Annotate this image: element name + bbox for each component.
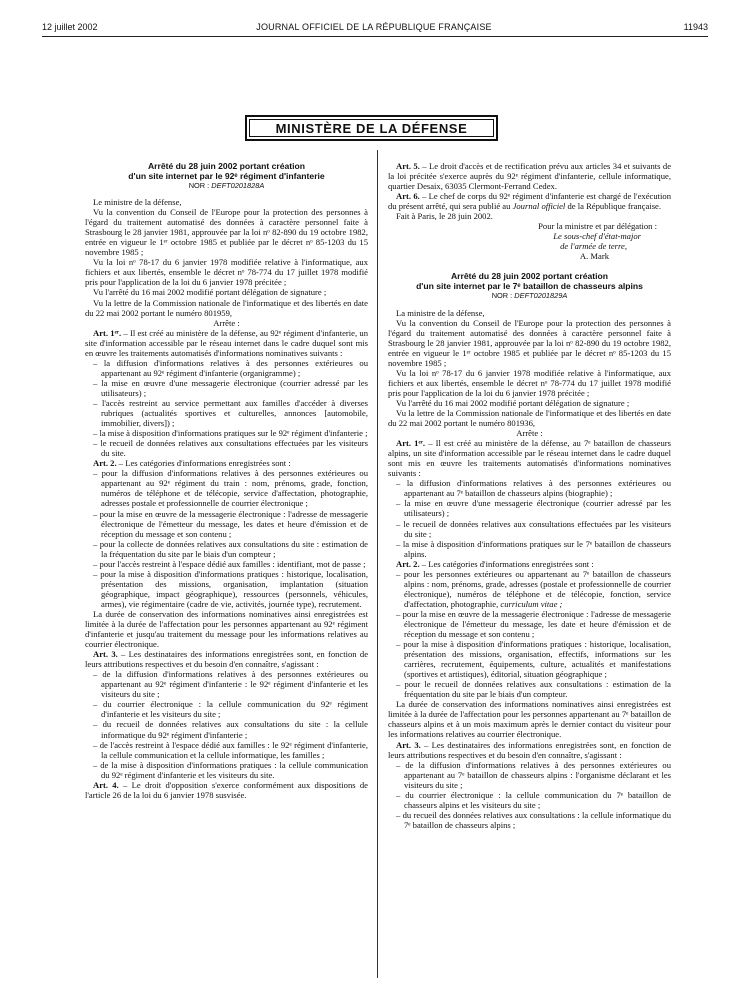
ministry-banner bbox=[245, 115, 498, 141]
header-page-number: 11943 bbox=[683, 22, 708, 32]
decree-title-line2: d'un site internet par le 92ᵉ régiment d'infanterie bbox=[128, 171, 325, 181]
paragraph: Vu la convention du Conseil de l'Europe pour la protection des personnes à l'égard du traitement automatisé des données à caractère personnel faite à Strasbourg le 28 janvier 1981, approuvée par la loi nᵒ 82-890 du 19 octobre 1982, entrée en vigueur le 1ᵉʳ octobre 1985 et publiée par le décret nᵒ 85-1203 du 15 novembre 1985 ; bbox=[85, 207, 368, 258]
list-item: – du recueil de données relatives aux consultations du site : la cellule informatique du 92ᵉ régiment d'infanterie ; bbox=[93, 719, 368, 740]
list-item: – de la diffusion d'informations relatives à des personnes extérieures ou appartenant au 7ᵉ bataillon de chasseurs alpins : l'organisme déclarant et les visiteurs du site ; bbox=[396, 759, 671, 790]
list-item: – de l'accès restreint à l'espace dédié aux familles : le 92ᵉ régiment d'infanterie, la cellule communication et la cellule informatique, les familles ; bbox=[93, 739, 368, 760]
list-item: – du recueil des données relatives aux consultations : la cellule informatique du 7ᵉ bataillon de chasseurs alpins ; bbox=[396, 809, 671, 830]
article-1 bbox=[388, 438, 671, 478]
header-journal-title: JOURNAL OFFICIEL DE LA RÉPUBLIQUE FRANÇAISE bbox=[256, 22, 492, 32]
arrete-label: Arrête : bbox=[213, 317, 240, 328]
list-item: – pour la mise à disposition d'informations pratiques : historique, localisation, présentation des missions, organisation, effectifs, informations sur les carrières, recrutement, équipements, culture, actualités et manifestations (sportives et artistiques), éditorial, situation géographique ; bbox=[396, 639, 671, 680]
list-item: – pour la collecte de données relatives aux consultations du site : estimation de la fréquentation du site par le biais d'un compteur ; bbox=[93, 538, 368, 559]
signatory-name: A. Mark bbox=[579, 251, 609, 262]
article-text: – Les destinataires des informations enregistrées sont, en fonction de leurs attributions respectives et du besoin d'en connaître, s'agissant : bbox=[388, 739, 672, 760]
fait-a-paris: Fait à Paris, le 28 juin 2002. bbox=[396, 211, 493, 222]
list-item bbox=[388, 569, 671, 609]
section-spacer bbox=[388, 261, 671, 271]
list-item: – la diffusion d'informations relatives à des personnes extérieures ou appartenant au 92ᵉ régiment d'infanterie (organigramme) ; bbox=[93, 357, 368, 378]
ministry-banner-text: MINISTÈRE DE LA DÉFENSE bbox=[249, 119, 494, 137]
article-text: – Le droit d'opposition s'exerce conformément aux dispositions de l'article 26 de la loi du 6 janvier 1978 susvisée. bbox=[85, 779, 369, 800]
journal-name: Journal officiel bbox=[512, 201, 566, 212]
list-item: – pour la mise en œuvre de la messagerie électronique : l'adresse de messagerie électronique de l'émetteur du message, les dates et heure d'émission et de réception du message et son contenu ; bbox=[93, 508, 368, 539]
list-item: – la mise en œuvre d'une messagerie électronique (courrier adressé par les utilisateurs) ; bbox=[93, 377, 368, 398]
article-6 bbox=[388, 191, 671, 211]
article-label: Art. 2. bbox=[93, 458, 117, 469]
paragraph: Vu la convention du Conseil de l'Europe pour la protection des personnes à l'égard du traitement automatisé des données à caractère personnel faite à Strasbourg le 28 janvier 1981, approuvée par la loi nᵒ 82-890 du 19 octobre 1982, entrée en vigueur le 1ᵉʳ octobre 1985 et publiée par le décret nᵒ 85-1203 du 15 novembre 1985 ; bbox=[388, 317, 671, 368]
nor-code: DEFT0201829A bbox=[514, 291, 568, 301]
list-item: – pour la diffusion d'informations relatives à des personnes extérieures ou appartenant au 92ᵉ régiment du train : nom, prénoms, grade, fonction, numéros de téléphone et de télécopie, service d'affectation, photographie, adresses postale et professionnelle de courrier électronique ; bbox=[93, 468, 368, 509]
article-label: Art. 3. bbox=[93, 649, 118, 660]
article-label: Art. 6. bbox=[396, 191, 420, 202]
decree-title-line1: Arrêté du 28 juin 2002 portant création bbox=[147, 161, 306, 171]
article-1 bbox=[85, 328, 368, 358]
paragraph: Vu la lettre de la Commission nationale de l'informatique et des libertés en date du 22 mai 2002 portant le numéro 801936, bbox=[388, 407, 671, 429]
article-text: – Les catégories d'informations enregistrées sont : bbox=[116, 458, 291, 469]
article-text: – Les catégories d'informations enregistrées sont : bbox=[419, 558, 594, 569]
column-divider bbox=[377, 150, 378, 978]
list-item: – l'accès restreint au service permettant aux familles d'accéder à diverses rubriques (actualités sportives et culturelles, annonces [automobile, immobilier, divers]) ; bbox=[93, 397, 368, 429]
list-item: – la mise en œuvre d'une messagerie électronique (courrier adressé par les utilisateurs) ; bbox=[396, 498, 671, 519]
article-label: Art. 5. bbox=[396, 161, 420, 171]
article-text: – Il est créé au ministère de la défense, au 7ᵉ bataillon de chasseurs alpins, un site d'information accessible par le réseau internet dans le cadre duquel sont mis en œuvre les traitements automatisés d'informations nominatives suivants : bbox=[388, 438, 671, 479]
header-rule bbox=[42, 36, 708, 37]
article-3 bbox=[85, 649, 368, 669]
paragraph: Vu la lettre de la Commission nationale de l'informatique et des libertés en date du 22 mai 2002 portant le numéro 801959, bbox=[85, 297, 368, 318]
paragraph: La durée de conservation des informations nominatives ainsi enregistrées est limitée à la durée de l'affectation pour les personnes appartenant au 92ᵉ régiment d'infanterie et jusqu'au traitement du message pour les informations relatives au courrier électronique. bbox=[85, 608, 368, 650]
signature-line: de l'armée de terre, bbox=[560, 241, 627, 252]
left-column bbox=[85, 161, 368, 800]
arrete-label: Arrête : bbox=[516, 428, 543, 439]
list-item: – pour le recueil de données relatives aux consultations : estimation de la fréquentation du site par le biais d'un compteur. bbox=[396, 679, 671, 700]
paragraph: Le ministre de la défense, bbox=[93, 197, 182, 208]
article-2 bbox=[388, 559, 671, 569]
list-item: – de la diffusion d'informations relatives à des personnes extérieures ou appartenant au 92ᵉ régiment d'infanterie : le 92ᵉ régiment d'infanterie et les visiteurs du site ; bbox=[93, 669, 368, 700]
right-column bbox=[388, 161, 671, 830]
list-item: – du courrier électronique : la cellule communication du 92ᵉ régiment d'infanterie et les visiteurs du site ; bbox=[93, 699, 368, 720]
article-label: Art. 4. bbox=[93, 779, 119, 790]
decree-title-line2: d'un site internet par le 7ᵉ bataillon de chasseurs alpins bbox=[416, 281, 643, 292]
article-label: Art. 1ᵉʳ. bbox=[396, 438, 426, 449]
list-item: – la mise à disposition d'informations pratiques sur le 92ᵉ régiment d'infanterie ; bbox=[93, 428, 368, 439]
header-date: 12 juillet 2002 bbox=[42, 22, 98, 32]
article-5 bbox=[388, 161, 671, 191]
paragraph: La ministre de la défense, bbox=[396, 307, 485, 318]
signature-line: Pour la ministre et par délégation : bbox=[538, 221, 657, 232]
nor-label: NOR : bbox=[188, 181, 212, 190]
list-item: – du courrier électronique : la cellule communication du 7ᵉ bataillon de chasseurs alpins et les visiteurs du site ; bbox=[396, 789, 671, 810]
list-item: – le recueil de données relatives aux consultations effectuées par les visiteurs du site ; bbox=[396, 518, 671, 539]
nor-label: NOR : bbox=[491, 291, 515, 301]
article-text: – Les destinataires des informations enregistrées sont, en fonction de leurs attributions respectives et du besoin d'en connaître, s'agissant : bbox=[85, 649, 369, 670]
list-item-italic: curriculum vitae ; bbox=[500, 598, 563, 609]
article-3 bbox=[388, 740, 671, 760]
article-label: Art. 1ᵉʳ. bbox=[93, 327, 122, 338]
paragraph: Vu l'arrêté du 16 mai 2002 modifié portant délégation de signature ; bbox=[93, 287, 327, 298]
decree-title-line1: Arrêté du 28 juin 2002 portant création bbox=[450, 271, 609, 282]
list-item: – de la mise à disposition d'informations pratiques : la cellule communication du 92ᵉ régiment d'infanterie et les visiteurs du site. bbox=[93, 759, 368, 780]
article-4 bbox=[85, 780, 368, 800]
article-label: Art. 3. bbox=[396, 739, 421, 750]
article-2 bbox=[85, 458, 368, 468]
nor-code: DEFT0201828A bbox=[211, 181, 265, 190]
list-item: – pour la mise en œuvre de la messagerie électronique : l'adresse de messagerie électronique de l'émetteur du message, les date et heure d'émission et de réception du message et son contenu ; bbox=[396, 608, 671, 640]
paragraph: Vu la loi nᵒ 78-17 du 6 janvier 1978 modifiée relative à l'informatique, aux fichiers et aux libertés, ensemble le décret nᵒ 78-774 du 17 juillet 1978 modifié pris pour l'application de la loi du 6 janvier 1978 précitée ; bbox=[85, 257, 368, 288]
paragraph: La durée de conservation des informations nominatives ainsi enregistrées est limitée à la durée de l'affectation pour les personnes appartenant au 7ᵉ bataillon de chasseurs alpins et à un mois maximum après le dernier contact du visiteur pour les informations relatives au courrier électronique. bbox=[388, 699, 671, 740]
paragraph: Vu l'arrêté du 16 mai 2002 modifié portant délégation de signature ; bbox=[396, 397, 630, 408]
nor-reference bbox=[388, 291, 671, 301]
list-item: – pour l'accès restreint à l'espace dédié aux familles : identifiant, mot de passe ; bbox=[93, 558, 366, 569]
article-text: de la République française. bbox=[565, 201, 661, 212]
article-label: Art. 2. bbox=[396, 558, 420, 569]
list-item: – le recueil de données relatives aux consultations effectuées par les visiteurs du site. bbox=[93, 438, 368, 459]
nor-reference bbox=[85, 181, 368, 191]
article-text: – Le droit d'accès et de rectification prévu aux articles 34 et suivants de la loi précitée s'exerce auprès du 92ᵉ régiment d'infanterie, cellule informatique, quartier Desaix, 63035 Clermont-Ferrand Cedex. bbox=[388, 161, 672, 192]
article-text: – Le chef de corps du 92ᵉ régiment d'infanterie est chargé de l'exécution du présent arrêté, qui sera publié au bbox=[388, 191, 672, 212]
list-item: – la diffusion d'informations relatives à des personnes extérieures ou appartenant au 7ᵉ bataillon de chasseurs alpins (biographie) ; bbox=[396, 478, 671, 499]
paragraph: Vu la loi nᵒ 78-17 du 6 janvier 1978 modifiée relative à l'informatique, aux fichiers et aux libertés, ensemble le décret nᵒ 78-774 du 17 juillet 1978 modifié pris pour l'application de la loi du 6 janvier 1978 précitée ; bbox=[388, 367, 671, 398]
article-text: – Il est créé au ministère de la défense, au 92ᵉ régiment d'infanterie, un site d'information accessible par le réseau internet dans le cadre duquel sont mis en œuvre les traitements automatisés d'informations nominatives suivants : bbox=[85, 327, 368, 358]
page-header bbox=[0, 22, 748, 36]
list-item: – la mise à disposition d'informations pratiques sur le 7ᵉ bataillon de chasseurs alpins. bbox=[396, 538, 671, 559]
signature-line: Le sous-chef d'état-major bbox=[553, 231, 641, 242]
list-item: – pour la mise à disposition d'informations pratiques : historique, localisation, présentation des missions, organisation, implantation (situation géographique, impact géographique), ressources (personnels, véhicules, armes), vie régimentaire (cadre de vie, activités, journée type), recrutement. bbox=[93, 568, 368, 609]
list-item-text: – pour les personnes extérieures ou appartenant au 7ᵉ bataillon de chasseurs alpins : nom, prénoms, grade, adresses (postale et professionnelle de courrier électronique), numéros de téléphone et de télécopie, fonction, service d'affectation, photographie, bbox=[396, 568, 671, 609]
